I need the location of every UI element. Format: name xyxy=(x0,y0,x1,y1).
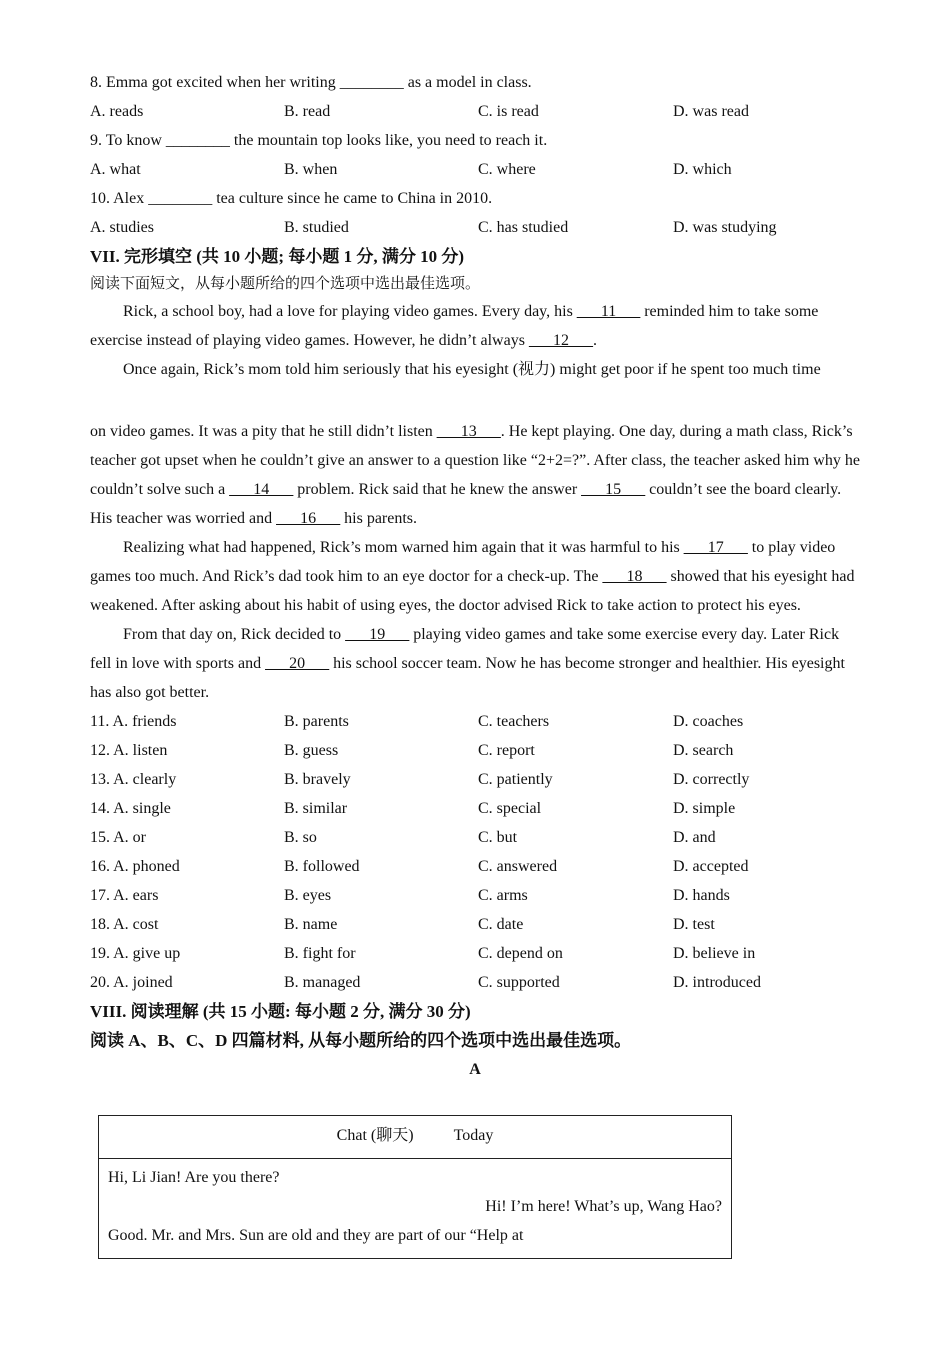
option-d: D. and xyxy=(673,829,716,846)
option-c: C. depend on xyxy=(478,945,563,962)
option-c: C. date xyxy=(478,916,524,933)
cloze-paragraph: Realizing what had happened, Rick’s mom warned him again that it was harmful to his ___17___ to play video games too much. And Rick’s dad took him to an eye doctor for a check-up. The ___18___ showed that his eyesight had weakened. After asking about his habit of using eyes, the doctor advised Rick to take action to protect his eyes. xyxy=(90,539,855,614)
option-row xyxy=(90,765,860,794)
option-c: C. patiently xyxy=(478,771,553,788)
option-d: D. believe in xyxy=(673,945,756,962)
option-d: D. correctly xyxy=(673,771,750,788)
option-a: 20. A. joined xyxy=(90,974,173,991)
option-row xyxy=(90,939,860,968)
option-b: B. guess xyxy=(284,742,339,759)
option-a: 13. A. clearly xyxy=(90,771,177,788)
blank-18: ___18___ xyxy=(602,568,667,585)
option-b: B. parents xyxy=(284,713,349,730)
option-b: B. read xyxy=(284,103,331,120)
question-stem: 10. Alex ________ tea culture since he came to China in 2010. xyxy=(90,190,493,207)
option-a: 19. A. give up xyxy=(90,945,181,962)
option-row xyxy=(90,707,860,736)
option-d: D. introduced xyxy=(673,974,761,991)
option-c: C. but xyxy=(478,829,518,846)
blank-14: ___14___ xyxy=(229,481,294,498)
section-heading-cloze: VII. 完形填空 (共 10 小题; 每小题 1 分, 满分 10 分) xyxy=(90,247,464,266)
option-a: 12. A. listen xyxy=(90,742,168,759)
option-d: D. simple xyxy=(673,800,736,817)
option-b: B. managed xyxy=(284,974,361,991)
blank-13: ___13___ xyxy=(436,423,501,440)
section-instruction: 阅读下面短文，从每小题所给的四个选项中选出最佳选项。 xyxy=(90,276,481,292)
option-row xyxy=(90,794,860,823)
blank-17: ___17___ xyxy=(683,539,748,556)
chat-message-left: Good. Mr. and Mrs. Sun are old and they are part of our “Help at xyxy=(108,1227,524,1244)
question-stem: 9. To know ________ the mountain top looks like, you need to reach it. xyxy=(90,132,548,149)
option-a: 15. A. or xyxy=(90,829,146,846)
option-d: D. accepted xyxy=(673,858,749,875)
option-a: A. what xyxy=(90,161,141,178)
option-b: B. when xyxy=(284,161,338,178)
option-b: B. so xyxy=(284,829,317,846)
option-c: C. report xyxy=(478,742,535,759)
option-d: D. search xyxy=(673,742,734,759)
option-c: C. teachers xyxy=(478,713,550,730)
option-row xyxy=(90,823,860,852)
option-c: C. answered xyxy=(478,858,558,875)
section-heading-reading: VIII. 阅读理解 (共 15 小题: 每小题 2 分, 满分 30 分) xyxy=(90,1002,471,1021)
blank-12: ___12___ xyxy=(528,332,593,349)
cloze-paragraph: From that day on, Rick decided to ___19___ playing video games and take some exercise every day. Later Rick fell in love with sports and ___20___ his school soccer team. Now he has become stronger and healthier. His eyesight has also got better. xyxy=(90,626,845,701)
chat-message-left: Hi, Li Jian! Are you there? xyxy=(108,1169,280,1186)
option-row xyxy=(90,155,860,184)
option-b: B. followed xyxy=(284,858,360,875)
section-instruction-reading: 阅读 A、B、C、D 四篇材料, 从每小题所给的四个选项中选出最佳选项。 xyxy=(90,1031,632,1050)
option-c: C. where xyxy=(478,161,536,178)
option-d: D. coaches xyxy=(673,713,744,730)
option-a: 14. A. single xyxy=(90,800,171,817)
option-d: D. was read xyxy=(673,103,749,120)
cloze-paragraph: Rick, a school boy, had a love for playing video games. Every day, his ___11___ reminded him to take some exercise instead of playing video games. However, he didn’t always ___12___. xyxy=(90,303,819,349)
option-a: 11. A. friends xyxy=(90,713,177,730)
option-b: B. name xyxy=(284,916,338,933)
option-a: A. reads xyxy=(90,103,144,120)
option-d: D. which xyxy=(673,161,732,178)
blank-16: ___16___ xyxy=(276,510,341,527)
option-b: B. studied xyxy=(284,219,349,236)
option-c: C. is read xyxy=(478,103,539,120)
passage-label: A xyxy=(469,1061,481,1078)
option-b: B. similar xyxy=(284,800,348,817)
chat-body xyxy=(99,1159,731,1250)
option-b: B. bravely xyxy=(284,771,351,788)
option-c: C. arms xyxy=(478,887,528,904)
option-b: B. eyes xyxy=(284,887,332,904)
option-row xyxy=(90,97,860,126)
blank-11: ___11___ xyxy=(576,303,641,320)
blank-19: ___19___ xyxy=(345,626,410,643)
option-a: 18. A. cost xyxy=(90,916,159,933)
option-b: B. fight for xyxy=(284,945,356,962)
option-d: D. hands xyxy=(673,887,730,904)
option-d: D. test xyxy=(673,916,715,933)
option-a: 17. A. ears xyxy=(90,887,159,904)
chat-header xyxy=(99,1116,731,1159)
option-c: C. has studied xyxy=(478,219,569,236)
spacer xyxy=(90,384,860,417)
option-row xyxy=(90,968,860,997)
chat-box xyxy=(98,1115,732,1259)
chat-title: Chat (聊天) xyxy=(336,1127,414,1144)
option-row xyxy=(90,213,860,242)
cloze-options xyxy=(90,707,860,997)
option-a: A. studies xyxy=(90,219,154,236)
option-c: C. special xyxy=(478,800,542,817)
option-d: D. was studying xyxy=(673,219,777,236)
cloze-paragraph-line: Once again, Rick’s mom told him seriously that his eyesight (视力) might get poor if he spent too much time xyxy=(123,361,821,378)
option-c: C. supported xyxy=(478,974,560,991)
chat-message-right: Hi! I’m here! What’s up, Wang Hao? xyxy=(485,1198,722,1215)
question-stem: 8. Emma got excited when her writing ________ as a model in class. xyxy=(90,74,532,91)
option-row xyxy=(90,881,860,910)
blank-20: ___20___ xyxy=(265,655,330,672)
cloze-paragraph: on video games. It was a pity that he still didn’t listen ___13___. He kept playing. One day, during a math class, Rick’s teacher got upset when he couldn’t give an answer to a question like “2+2=?”. After class, the teacher asked him why he couldn’t solve such a ___14___ problem. Rick said that he knew the answer ___15___ couldn’t see the board clearly. His teacher was worried and ___16___ his parents. xyxy=(90,423,860,527)
option-row xyxy=(90,736,860,765)
blank-15: ___15___ xyxy=(581,481,646,498)
option-row xyxy=(90,852,860,881)
chat-day: Today xyxy=(453,1127,494,1144)
option-a: 16. A. phoned xyxy=(90,858,180,875)
option-row xyxy=(90,910,860,939)
exam-page xyxy=(90,68,860,1084)
